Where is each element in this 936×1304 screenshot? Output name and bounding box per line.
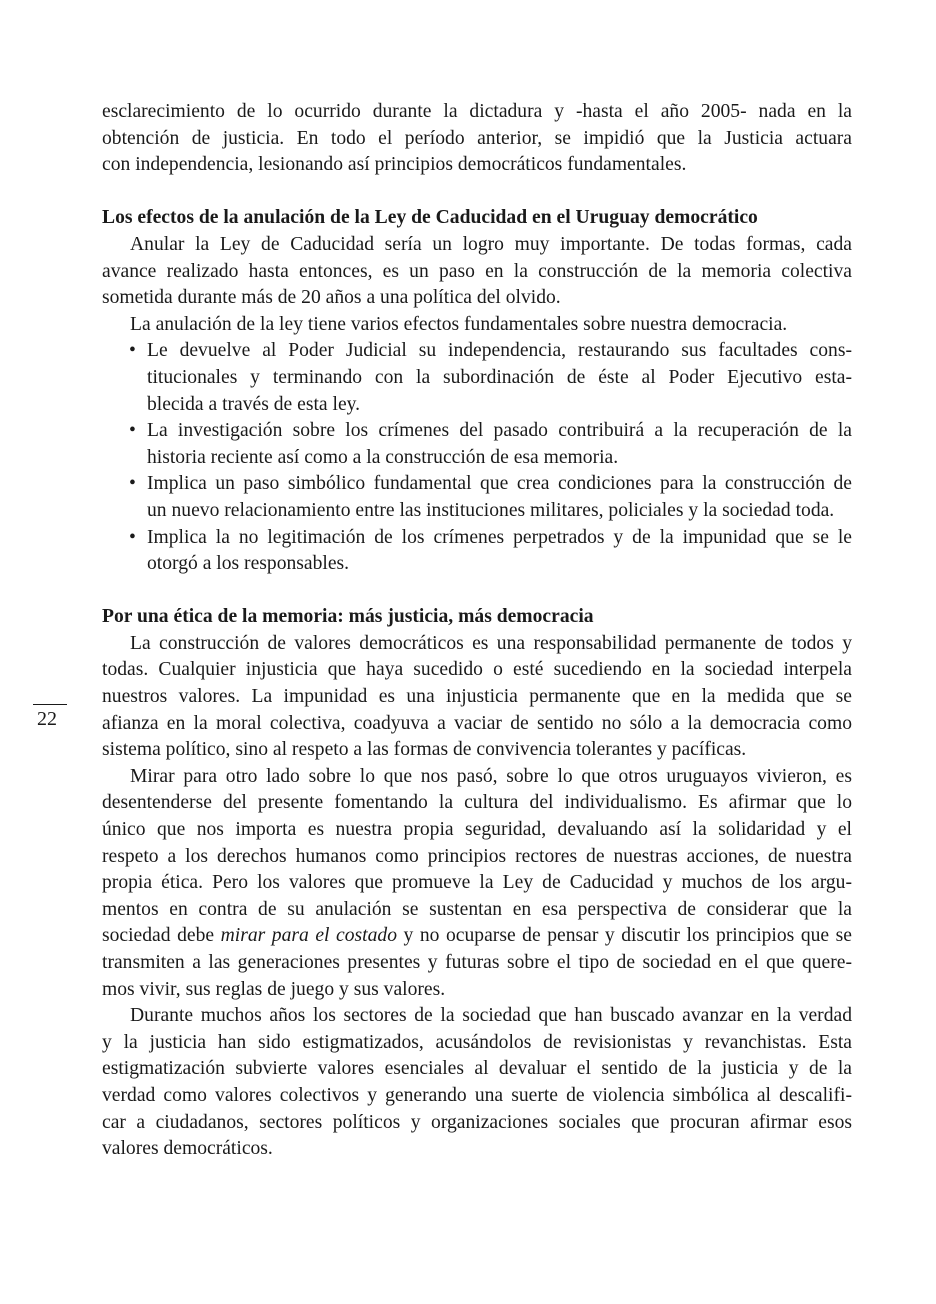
- text-line: estigmatización subvierte valores esenciales al devaluar el sentido de la justicia y de la: [102, 1058, 852, 1080]
- section2-paragraph-2: [102, 764, 852, 1003]
- section1-paragraph-2: [102, 312, 852, 339]
- text-line: avance realizado hasta entonces, es un paso en la construcción de la memoria colectiva: [102, 260, 852, 282]
- bullet-icon: •: [129, 526, 136, 548]
- text-line: nuestros valores. La impunidad es una injusticia permanente que en la medida que se: [102, 686, 852, 708]
- section2-paragraph-3: [102, 1003, 852, 1163]
- text-line: historia reciente así como a la construcción de esa memoria.: [147, 446, 619, 468]
- text-line: Implica un paso simbólico fundamental que crea condiciones para la construcción de: [147, 473, 852, 495]
- text-line: propia ética. Pero los valores que promueve la Ley de Caducidad y muchos de los argu-: [102, 872, 852, 894]
- text-line: obtención de justicia. En todo el período anterior, se impidió que la Justicia actuara: [102, 127, 852, 149]
- text-line: único que nos importa es nuestra propia seguridad, devaluando así la solidaridad y el: [102, 819, 852, 841]
- text-line: La anulación de la ley tiene varios efectos fundamentales sobre nuestra democracia.: [130, 313, 788, 335]
- text-fragment: sociedad debe: [102, 925, 221, 947]
- bullet-icon: •: [129, 420, 136, 442]
- folio-rule: [33, 704, 67, 705]
- text-line: La construcción de valores democráticos es una responsabilidad permanente de todos y: [130, 632, 852, 654]
- text-line: todas. Cualquier injusticia que haya sucedido o esté sucediendo en la sociedad interpela: [102, 659, 852, 681]
- section-heading-etica: Por una ética de la memoria: más justicia, más democracia: [102, 606, 594, 628]
- text-line: Mirar para otro lado sobre lo que nos pasó, sobre lo que otros uruguayos vivieron, es: [130, 765, 852, 787]
- text-line: Le devuelve al Poder Judicial su independencia, restaurando sus facultades cons-: [147, 340, 852, 362]
- section2-paragraph-1: [102, 631, 852, 764]
- page-number: 22: [37, 708, 57, 730]
- bullet-icon: •: [129, 340, 136, 362]
- text-line: [102, 923, 852, 950]
- text-line: mentos en contra de su anulación se sustentan en esa perspectiva de considerar que la: [102, 898, 852, 920]
- text-line: y la justicia han sido estigmatizados, acusándolos de revisionistas y revanchistas. Esta: [102, 1031, 852, 1053]
- text-line: car a ciudadanos, sectores políticos y organizaciones sociales que procuran afirmar esos: [102, 1111, 852, 1133]
- text-line: sometida durante más de 20 años a una política del olvido.: [102, 287, 561, 309]
- section-heading-efectos: Los efectos de la anulación de la Ley de Caducidad en el Uruguay democrático: [102, 207, 758, 229]
- text-line: desentenderse del presente fomentando la cultura del individualismo. Es afirmar que lo: [102, 792, 852, 814]
- intro-paragraph: [102, 99, 852, 179]
- text-line: Durante muchos años los sectores de la sociedad que han buscado avanzar en la verdad: [130, 1005, 852, 1027]
- text-line: respeto a los derechos humanos como principios rectores de nuestras acciones, de nuestra: [102, 845, 852, 867]
- text-line: afianza en la moral colectiva, coadyuva a vaciar de sentido no sólo a la democracia como: [102, 712, 852, 734]
- list-item: [102, 338, 852, 418]
- list-item: [102, 418, 852, 471]
- text-line: Anular la Ley de Caducidad sería un logro muy importante. De todas formas, cada: [130, 233, 852, 255]
- text-line: un nuevo relacionamiento entre las instituciones militares, policiales y la sociedad toda.: [147, 499, 835, 521]
- text-line: transmiten a las generaciones presentes y futuras sobre el tipo de sociedad en el que quere-: [102, 952, 852, 973]
- bullet-icon: •: [129, 473, 136, 495]
- list-item: [102, 525, 852, 578]
- text-line: sistema político, sino al respeto a las formas de convivencia tolerantes y pacíficas.: [102, 739, 747, 761]
- text-line: verdad como valores colectivos y generando una suerte de violencia simbólica al descalifi-: [102, 1084, 852, 1106]
- page-body: [102, 99, 852, 1163]
- text-line: blecida a través de esta ley.: [147, 393, 361, 415]
- text-line: mos vivir, sus reglas de juego y sus valores.: [102, 978, 446, 1000]
- text-line: otorgó a los responsables.: [147, 553, 350, 575]
- text-line: La investigación sobre los crímenes del pasado contribuirá a la recuperación de la: [147, 420, 852, 442]
- text-line: titucionales y terminando con la subordinación de éste al Poder Ejecutivo esta-: [147, 366, 852, 388]
- italic-phrase: mirar para el costado: [220, 925, 397, 947]
- text-line: valores democráticos.: [102, 1138, 273, 1160]
- section1-paragraph-1: [102, 232, 852, 312]
- text-line: Implica la no legitimación de los crímenes perpetrados y de la impunidad que se le: [147, 526, 852, 548]
- list-item: [102, 471, 852, 524]
- text-fragment: y no ocuparse de pensar y discutir los principios que se: [397, 925, 852, 947]
- bullet-list: [102, 338, 852, 577]
- text-line: esclarecimiento de lo ocurrido durante la dictadura y -hasta el año 2005- nada en la: [102, 101, 852, 122]
- text-line: con independencia, lesionando así principios democráticos fundamentales.: [102, 154, 687, 176]
